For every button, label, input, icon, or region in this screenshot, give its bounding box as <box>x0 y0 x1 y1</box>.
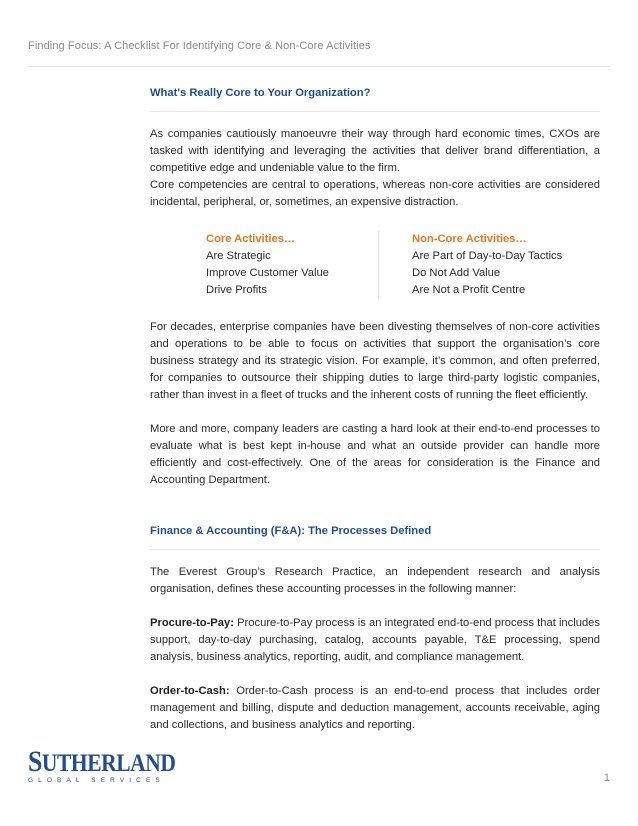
sutherland-logo <box>28 745 176 784</box>
paragraph-end-to-end: More and more, company leaders are casting a hard look at their end-to-end processes to evaluate what is best kept in-house and what an outside provider can handle more efficiently and cost-effectively. One of the areas for consideration is the Finance and Accounting Department. <box>150 423 600 486</box>
logo-tagline: GLOBAL SERVICES <box>28 777 165 784</box>
section-heading-fa: Finance & Accounting (F&A): The Processes Defined <box>150 525 432 537</box>
order-to-cash-label: Order-to-Cash: <box>150 685 230 697</box>
core-activities-heading: Core Activities… <box>206 233 296 245</box>
procure-to-pay-label: Procure-to-Pay: <box>150 617 234 629</box>
core-activity-item: Improve Customer Value <box>206 267 329 279</box>
noncore-activity-item: Are Part of Day-to-Day Tactics <box>412 250 563 262</box>
noncore-activities-column <box>412 231 584 299</box>
paragraph-divesting: For decades, enterprise companies have been divesting themselves of non-core activities and operations to be able to focus on activities that support the organisation’s core business strategy and its strategic vision. For example, it’s common, and often preferred, for companies to outsource their shipping duties to large third-party logistic companies, rather than invest in a fleet of trucks and the inherent costs of running the fleet efficiently. <box>150 321 600 401</box>
paragraph-order-to-cash <box>150 683 600 734</box>
noncore-activity-item: Do Not Add Value <box>412 267 501 279</box>
core-vs-noncore-comparison <box>150 231 600 299</box>
page-number: 1 <box>603 772 610 784</box>
core-activities-column <box>206 231 379 299</box>
page-content <box>150 85 600 734</box>
paragraph-procure-to-pay <box>150 615 600 666</box>
noncore-activity-item: Are Not a Profit Centre <box>412 284 526 296</box>
procure-to-pay-text: Procure-to-Pay process is an integrated end-to-end process that includes support, day-to-day purchasing, catalog, accounts payable, T&E processing, spend analysis, business analytics, reporting, audit, and compliance management. <box>150 617 600 663</box>
noncore-activities-heading: Non-Core Activities… <box>412 233 527 245</box>
paragraph-everest: The Everest Group’s Research Practice, an independent research and analysis organisation, defines these accounting processes in the following manner: <box>150 566 600 595</box>
core-activity-item: Drive Profits <box>206 284 267 296</box>
paragraph-core-competencies: Core competencies are central to operations, whereas non-core activities are considered incidental, peripheral, or, sometimes, an expensive distraction. <box>150 179 600 208</box>
document-header-title: Finding Focus: A Checklist For Identifying Core & Non-Core Activities <box>28 40 371 52</box>
header-divider <box>28 66 610 67</box>
paragraph-intro: As companies cautiously manoeuvre their way through hard economic times, CXOs are tasked with identifying and leveraging the activities that deliver brand differentiation, a competitive edge and undeniable value to the firm. <box>150 128 600 174</box>
logo-wordmark: SUTHERLAND <box>28 745 176 778</box>
section-heading-core: What's Really Core to Your Organization? <box>150 87 371 99</box>
section-divider <box>150 549 600 550</box>
core-activity-item: Are Strategic <box>206 250 271 262</box>
order-to-cash-text: Order-to-Cash process is an end-to-end process that includes order management and billing, dispute and deduction management, accounts receivable, aging and collections, and business analytics and reporting. <box>150 685 600 731</box>
section-divider <box>150 111 600 112</box>
